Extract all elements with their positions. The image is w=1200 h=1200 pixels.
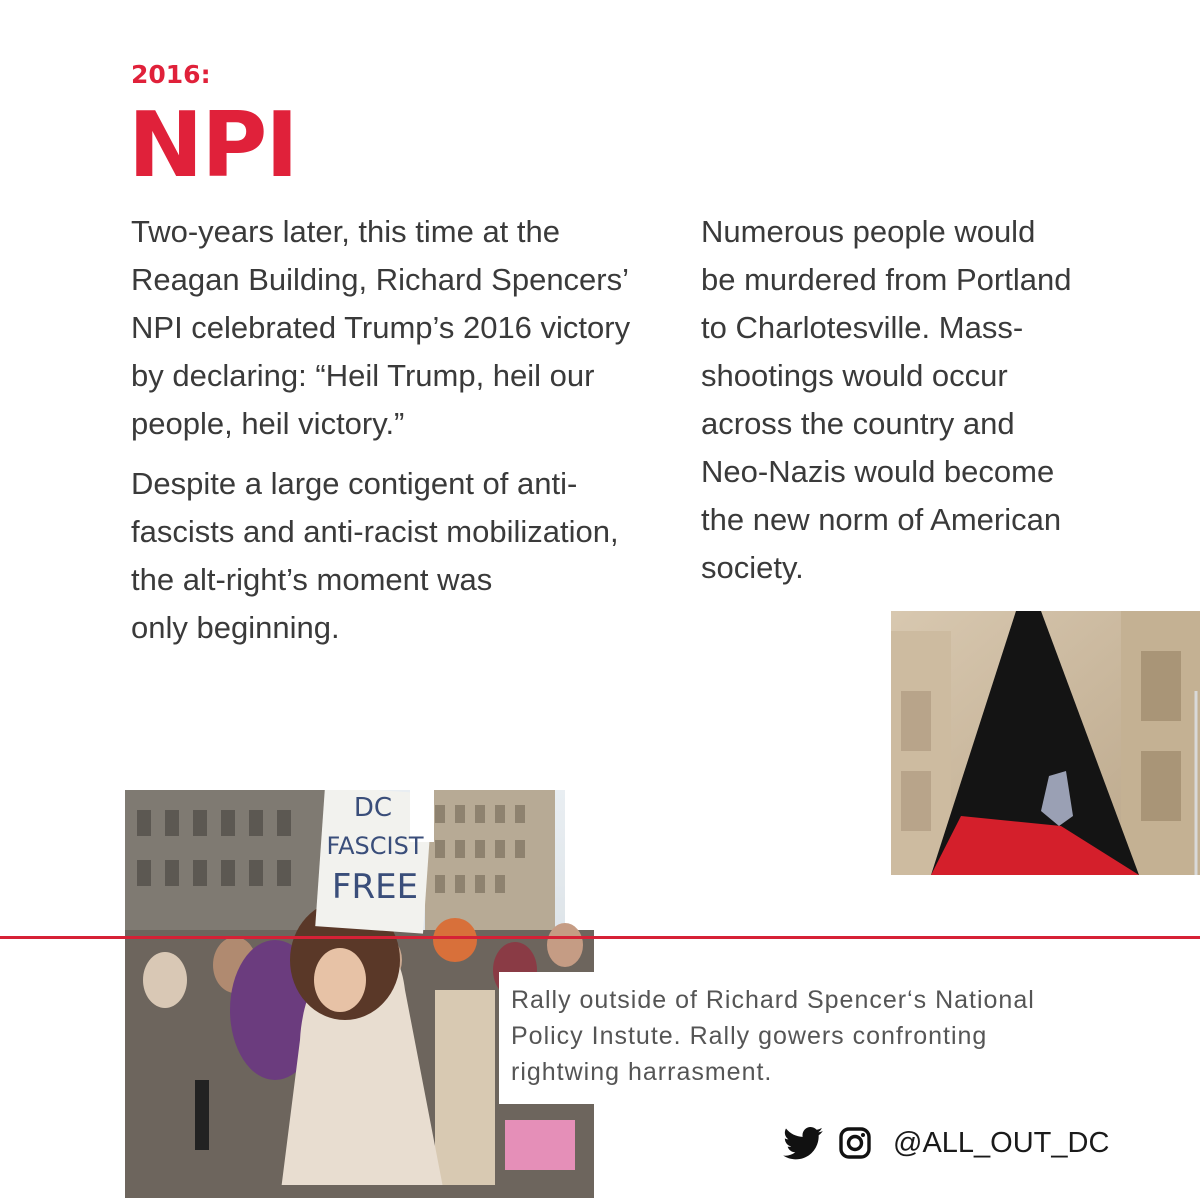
year-label: 2016: bbox=[131, 60, 211, 89]
left-column bbox=[131, 208, 676, 652]
photo-caption: Rally outside of Richard Spencer‘s National Policy Instute. Rally gowers confronting rightwing harrasment. bbox=[511, 986, 1035, 1086]
social-handle[interactable]: @ALL_OUT_DC bbox=[893, 1126, 1110, 1159]
instagram-icon[interactable] bbox=[839, 1127, 871, 1159]
left-paragraph-2: Despite a large contigent of anti- fascists and anti-racist mobilization, the alt-right’s moment was only beginning. bbox=[131, 466, 619, 645]
flag-photo bbox=[891, 611, 1200, 875]
social-footer bbox=[783, 1120, 1109, 1166]
right-paragraph: Numerous people would be murdered from Portland to Charlotesville. Mass- shootings would occur across the country and Neo-Nazis would become the new norm of American society. bbox=[701, 214, 1072, 585]
flag-photo-image bbox=[891, 611, 1200, 875]
sign-line-dc: DC bbox=[353, 793, 393, 823]
left-paragraph-1: Two-years later, this time at the Reagan Building, Richard Spencers’ NPI celebrated Trump’s 2016 victory by declaring: “Heil Trump, heil our people, heil victory.” bbox=[131, 214, 631, 441]
right-column bbox=[701, 208, 1171, 592]
red-divider bbox=[0, 936, 1200, 939]
caption-box bbox=[499, 972, 1139, 1104]
page-title: NPI bbox=[128, 93, 297, 198]
twitter-icon[interactable] bbox=[783, 1127, 823, 1160]
sign-line-free: FREE bbox=[331, 867, 419, 907]
sign-line-fascist: FASCIST bbox=[326, 832, 424, 860]
